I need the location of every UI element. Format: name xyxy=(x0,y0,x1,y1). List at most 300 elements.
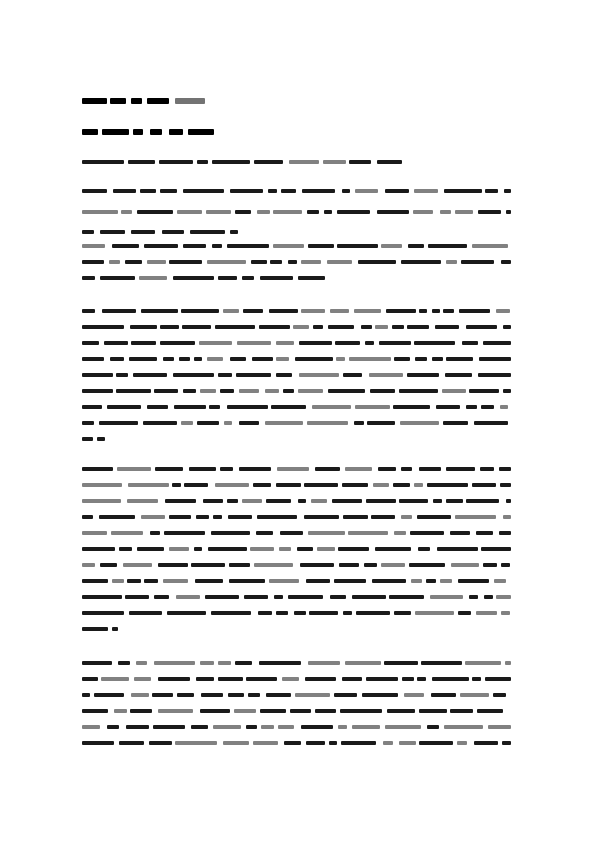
text-word xyxy=(373,483,389,487)
text-word xyxy=(474,421,508,425)
text-word xyxy=(280,531,303,535)
text-word xyxy=(392,325,404,329)
text-line xyxy=(0,466,595,475)
text-word xyxy=(99,515,135,519)
text-word xyxy=(227,244,269,248)
text-word xyxy=(417,677,426,681)
text-word xyxy=(141,309,178,313)
text-word xyxy=(137,210,173,214)
text-line xyxy=(0,188,595,197)
text-word xyxy=(393,405,430,409)
text-word xyxy=(113,189,136,193)
text-word xyxy=(431,693,456,697)
text-word xyxy=(414,341,455,345)
text-word xyxy=(415,611,454,615)
text-word xyxy=(273,210,302,214)
text-word xyxy=(276,341,294,345)
text-word xyxy=(195,579,223,583)
text-word xyxy=(154,661,195,665)
text-word xyxy=(298,389,323,393)
text-word xyxy=(211,611,251,615)
text-word xyxy=(323,160,346,164)
text-word xyxy=(309,611,338,615)
text-word xyxy=(144,244,178,248)
text-word xyxy=(342,483,368,487)
text-word xyxy=(82,483,122,487)
text-word xyxy=(82,357,104,361)
text-word xyxy=(254,160,283,164)
text-word xyxy=(324,210,332,214)
text-word xyxy=(334,579,366,583)
text-word xyxy=(82,579,108,583)
text-word xyxy=(228,515,252,519)
text-word xyxy=(206,210,231,214)
text-word xyxy=(104,341,128,345)
text-word xyxy=(234,709,256,713)
text-word xyxy=(480,467,494,471)
text-word xyxy=(119,547,132,551)
text-word xyxy=(111,531,143,535)
text-word xyxy=(82,373,113,377)
text-word xyxy=(307,210,319,214)
text-word xyxy=(366,499,396,503)
text-word xyxy=(294,611,306,615)
text-word xyxy=(445,373,472,377)
text-word xyxy=(208,547,247,551)
text-line xyxy=(0,676,595,685)
text-word xyxy=(460,693,489,697)
text-word xyxy=(500,405,508,409)
text-word xyxy=(230,357,246,361)
text-word xyxy=(377,160,402,164)
text-word xyxy=(332,499,362,503)
text-word xyxy=(466,325,497,329)
text-word xyxy=(304,483,338,487)
text-word xyxy=(290,709,311,713)
text-word xyxy=(502,741,511,745)
text-word xyxy=(82,741,114,745)
text-word xyxy=(114,709,127,713)
text-word xyxy=(381,563,405,567)
text-word xyxy=(315,709,336,713)
text-word xyxy=(82,693,90,697)
text-word xyxy=(191,725,208,729)
text-word xyxy=(253,483,271,487)
text-word xyxy=(82,661,112,665)
text-word xyxy=(131,693,149,697)
text-word xyxy=(137,547,164,551)
text-word xyxy=(337,210,370,214)
text-word xyxy=(82,276,95,280)
text-word xyxy=(144,579,158,583)
text-word xyxy=(476,611,497,615)
text-word xyxy=(330,595,346,599)
text-line xyxy=(0,692,595,701)
text-word xyxy=(413,210,433,214)
text-word xyxy=(99,421,138,425)
text-word xyxy=(224,421,232,425)
text-word xyxy=(197,421,219,425)
text-word xyxy=(446,499,463,503)
text-word xyxy=(212,244,222,248)
text-word xyxy=(478,210,501,214)
text-word xyxy=(228,693,244,697)
text-word xyxy=(283,389,294,393)
text-word xyxy=(248,693,260,697)
text-word xyxy=(343,611,352,615)
text-word xyxy=(129,357,157,361)
text-word xyxy=(158,709,193,713)
text-word xyxy=(158,677,190,681)
text-word xyxy=(299,373,339,377)
text-word xyxy=(278,725,294,729)
text-word xyxy=(385,189,409,193)
text-word xyxy=(496,595,511,599)
text-word xyxy=(109,260,120,264)
text-word xyxy=(259,325,290,329)
text-word xyxy=(274,595,283,599)
text-line xyxy=(0,594,595,603)
text-word xyxy=(243,309,263,313)
text-word xyxy=(414,483,423,487)
text-word xyxy=(421,661,462,665)
text-line xyxy=(0,498,595,507)
text-word xyxy=(426,579,436,583)
text-word xyxy=(299,341,332,345)
text-word xyxy=(328,325,354,329)
text-word xyxy=(265,421,303,425)
text-word xyxy=(229,563,250,567)
text-word xyxy=(500,483,511,487)
text-word xyxy=(130,325,157,329)
text-word xyxy=(458,579,489,583)
text-word xyxy=(110,98,126,104)
text-word xyxy=(82,421,94,425)
text-line xyxy=(0,129,595,138)
text-word xyxy=(143,421,177,425)
text-word xyxy=(288,260,297,264)
text-word xyxy=(418,547,430,551)
text-word xyxy=(315,467,340,471)
text-line xyxy=(0,530,595,539)
text-word xyxy=(336,357,345,361)
text-word xyxy=(366,677,398,681)
text-word xyxy=(169,515,191,519)
text-word xyxy=(177,693,194,697)
text-word xyxy=(126,725,149,729)
text-word xyxy=(169,129,183,135)
text-word xyxy=(496,309,510,313)
text-word xyxy=(345,467,372,471)
text-word xyxy=(478,373,511,377)
text-word xyxy=(182,325,211,329)
text-word xyxy=(209,405,220,409)
text-word xyxy=(153,725,185,729)
text-word xyxy=(218,373,232,377)
text-word xyxy=(196,677,214,681)
text-word xyxy=(352,595,386,599)
text-word xyxy=(328,389,365,393)
text-word xyxy=(174,405,206,409)
text-word xyxy=(82,309,95,313)
text-word xyxy=(383,741,393,745)
text-word xyxy=(150,531,160,535)
text-word xyxy=(175,98,205,104)
text-word xyxy=(308,531,345,535)
text-word xyxy=(107,405,141,409)
text-word xyxy=(276,483,301,487)
text-word xyxy=(377,210,409,214)
text-word xyxy=(305,677,336,681)
text-word xyxy=(155,467,183,471)
text-word xyxy=(117,467,151,471)
text-word xyxy=(164,531,205,535)
text-word xyxy=(483,341,511,345)
text-word xyxy=(501,563,510,567)
text-word xyxy=(194,547,202,551)
text-word xyxy=(381,244,402,248)
text-word xyxy=(469,389,499,393)
text-word xyxy=(362,693,398,697)
text-word xyxy=(175,741,217,745)
text-line xyxy=(0,275,595,284)
text-word xyxy=(493,693,506,697)
text-word xyxy=(239,389,259,393)
text-word xyxy=(203,499,223,503)
text-word xyxy=(401,260,441,264)
text-word xyxy=(330,309,349,313)
text-word xyxy=(349,160,371,164)
text-word xyxy=(183,189,224,193)
text-word xyxy=(100,563,117,567)
text-word xyxy=(407,373,439,377)
text-word xyxy=(112,627,118,631)
text-word xyxy=(342,189,350,193)
text-word xyxy=(265,389,279,393)
text-line xyxy=(0,514,595,523)
text-word xyxy=(139,276,167,280)
text-word xyxy=(82,547,115,551)
text-word xyxy=(133,373,167,377)
text-word xyxy=(304,515,339,519)
text-word xyxy=(401,467,412,471)
text-word xyxy=(215,483,249,487)
text-word xyxy=(173,373,214,377)
text-word xyxy=(82,725,100,729)
text-word xyxy=(504,189,511,193)
text-word xyxy=(121,210,132,214)
text-word xyxy=(352,725,380,729)
text-word xyxy=(317,547,335,551)
text-word xyxy=(242,276,254,280)
text-word xyxy=(82,595,122,599)
text-word xyxy=(499,531,511,535)
text-word xyxy=(82,531,107,535)
text-word xyxy=(484,595,493,599)
text-word xyxy=(190,230,225,234)
text-word xyxy=(118,661,130,665)
text-word xyxy=(301,260,321,264)
text-word xyxy=(169,547,189,551)
text-word xyxy=(257,210,270,214)
text-word xyxy=(440,579,452,583)
text-word xyxy=(430,595,463,599)
text-word xyxy=(419,741,453,745)
text-word xyxy=(173,276,214,280)
text-word xyxy=(147,405,168,409)
text-word xyxy=(354,421,364,425)
text-line xyxy=(0,229,595,238)
text-line xyxy=(0,708,595,717)
text-word xyxy=(134,677,151,681)
text-word xyxy=(82,499,121,503)
text-word xyxy=(345,661,381,665)
text-line xyxy=(0,660,595,669)
text-word xyxy=(414,189,438,193)
text-word xyxy=(235,210,251,214)
text-word xyxy=(256,531,273,535)
text-word xyxy=(207,260,246,264)
text-word xyxy=(82,129,98,135)
text-word xyxy=(237,341,271,345)
text-word xyxy=(129,611,162,615)
text-word xyxy=(378,467,396,471)
text-word xyxy=(82,98,107,104)
text-word xyxy=(419,709,447,713)
text-word xyxy=(450,531,470,535)
text-word xyxy=(229,579,265,583)
text-word xyxy=(82,515,93,519)
text-word xyxy=(258,611,272,615)
text-word xyxy=(479,357,511,361)
text-word xyxy=(116,389,151,393)
text-word xyxy=(218,276,237,280)
text-line xyxy=(0,159,595,168)
text-word xyxy=(218,677,243,681)
text-word xyxy=(293,325,309,329)
text-word xyxy=(411,579,422,583)
text-line xyxy=(0,724,595,733)
text-word xyxy=(501,260,511,264)
text-word xyxy=(119,741,144,745)
text-word xyxy=(227,405,268,409)
text-word xyxy=(338,725,347,729)
text-word xyxy=(444,189,482,193)
text-line xyxy=(0,388,595,397)
text-word xyxy=(266,499,291,503)
text-word xyxy=(167,611,206,615)
text-word xyxy=(503,325,511,329)
text-word xyxy=(427,725,439,729)
text-word xyxy=(165,499,196,503)
text-word xyxy=(365,341,374,345)
text-word xyxy=(483,563,497,567)
text-line xyxy=(0,482,595,491)
text-word xyxy=(385,725,421,729)
text-line xyxy=(0,372,595,381)
text-word xyxy=(300,563,334,567)
text-word xyxy=(82,563,95,567)
text-word xyxy=(82,230,94,234)
text-line xyxy=(0,209,595,218)
text-word xyxy=(183,389,196,393)
text-word xyxy=(499,467,511,471)
text-word xyxy=(407,325,429,329)
text-word xyxy=(370,389,395,393)
text-word xyxy=(488,725,511,729)
text-word xyxy=(458,611,471,615)
text-word xyxy=(112,244,139,248)
text-word xyxy=(394,611,411,615)
text-word xyxy=(410,531,444,535)
text-word xyxy=(131,230,155,234)
text-word xyxy=(399,741,416,745)
text-word xyxy=(288,595,323,599)
text-word xyxy=(446,467,475,471)
text-word xyxy=(154,389,178,393)
text-word xyxy=(227,499,238,503)
text-word xyxy=(102,309,136,313)
text-word xyxy=(130,709,152,713)
text-word xyxy=(110,357,124,361)
text-word xyxy=(394,531,406,535)
text-word xyxy=(455,210,473,214)
text-word xyxy=(207,357,223,361)
text-word xyxy=(82,160,124,164)
text-word xyxy=(450,709,473,713)
text-word xyxy=(244,595,268,599)
text-word xyxy=(393,483,410,487)
text-word xyxy=(172,483,181,487)
text-word xyxy=(428,244,467,248)
text-word xyxy=(465,661,501,665)
text-word xyxy=(82,437,93,441)
text-word xyxy=(343,515,368,519)
text-word xyxy=(140,189,156,193)
text-word xyxy=(308,244,334,248)
text-word xyxy=(220,389,234,393)
text-word xyxy=(485,677,511,681)
text-word xyxy=(401,515,412,519)
text-word xyxy=(485,189,498,193)
text-word xyxy=(444,725,483,729)
text-word xyxy=(348,531,388,535)
text-word xyxy=(466,499,499,503)
text-word xyxy=(197,160,208,164)
text-word xyxy=(341,741,376,745)
text-word xyxy=(107,725,119,729)
text-word xyxy=(131,341,156,345)
text-word xyxy=(188,129,214,135)
text-word xyxy=(246,725,257,729)
text-line xyxy=(0,436,595,445)
text-line xyxy=(0,404,595,413)
text-word xyxy=(181,421,193,425)
text-word xyxy=(356,611,390,615)
text-word xyxy=(82,325,124,329)
text-word xyxy=(432,677,469,681)
text-word xyxy=(242,499,262,503)
text-word xyxy=(152,693,173,697)
text-word xyxy=(387,709,415,713)
text-word xyxy=(223,741,249,745)
text-word xyxy=(298,276,325,280)
text-word xyxy=(364,563,377,567)
text-word xyxy=(205,595,239,599)
text-word xyxy=(338,547,369,551)
text-word xyxy=(276,357,289,361)
text-word xyxy=(169,260,202,264)
